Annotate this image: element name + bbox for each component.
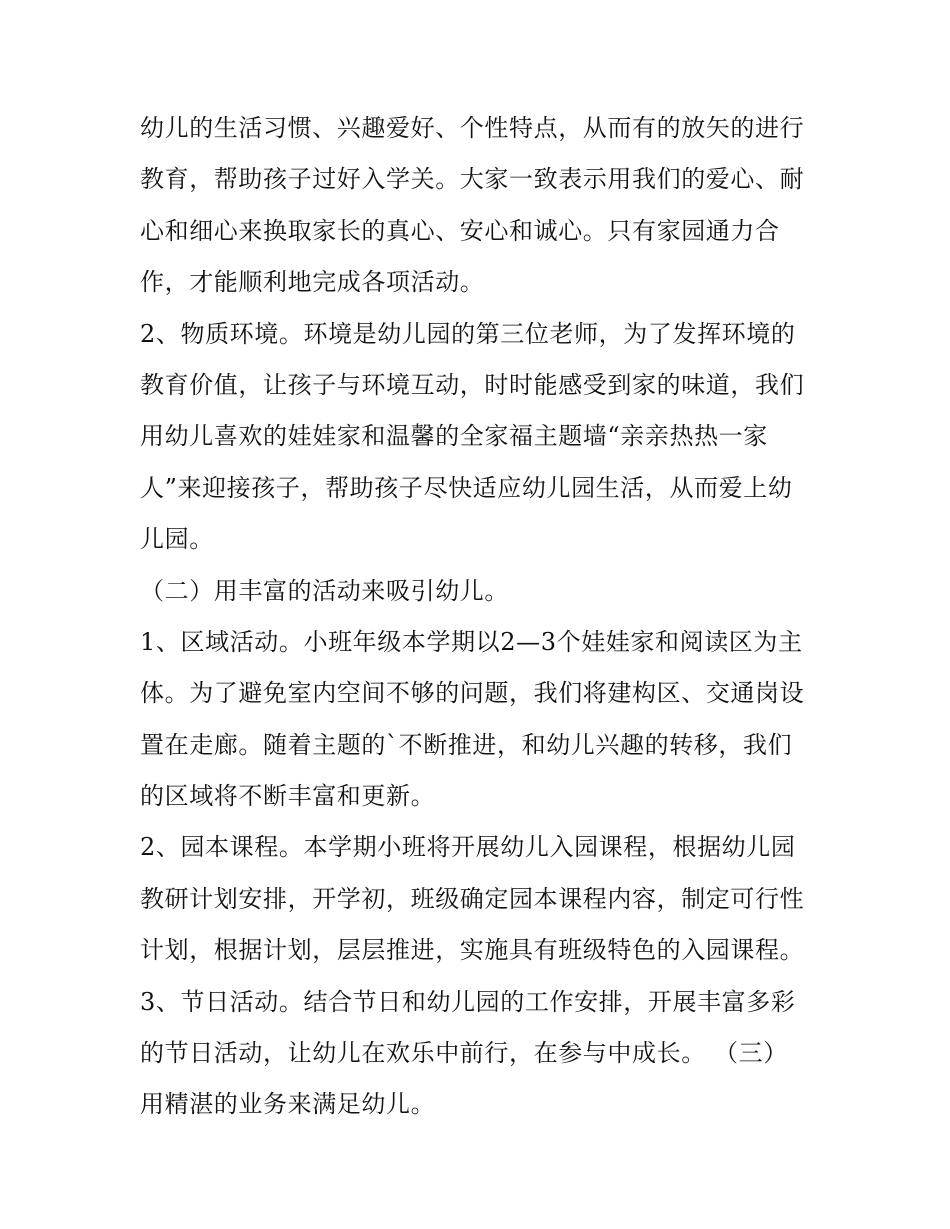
text-line: 教育，帮助孩子过好入学关。大家一致表示用我们的爱心、耐 <box>140 165 805 194</box>
text-line: 2、物质环境。环境是幼儿园的第三位老师，为了发挥环境的 <box>140 319 796 348</box>
text-line: 的节日活动，让幼儿在欢乐中前行，在参与中成长。 （三） <box>140 1039 788 1068</box>
text-line: 计划，根据计划，层层推进，实施具有班级特色的入园课程。 <box>140 936 805 965</box>
text-line: 体。为了避免室内空间不够的问题，我们将建构区、交通岗设 <box>140 679 805 708</box>
text-line: 儿园。 <box>140 525 214 554</box>
text-line: 用精湛的业务来满足幼儿。 <box>140 1090 436 1119</box>
text-line: 3、节日活动。结合节日和幼儿园的工作安排，开展丰富多彩 <box>140 987 796 1016</box>
text-line: 置在走廊。随着主题的`不断推进，和幼儿兴趣的转移，我们 <box>140 730 793 759</box>
text-line: 教育价值，让孩子与环境互动，时时能感受到家的味道，我们 <box>140 370 805 399</box>
text-line: 用幼儿喜欢的娃娃家和温馨的全家福主题墙“亲亲热热一家 <box>140 422 768 451</box>
text-line: 2、园本课程。本学期小班将开展幼儿入园课程，根据幼儿园 <box>140 833 796 862</box>
text-line: 作，才能顺利地完成各项活动。 <box>140 268 485 297</box>
text-line: 人”来迎接孩子，帮助孩子尽快适应幼儿园生活，从而爱上幼 <box>140 473 793 502</box>
text-line: 1、区域活动。小班年级本学期以2—3个娃娃家和阅读区为主 <box>140 627 803 656</box>
document-body <box>140 103 820 1131</box>
text-line: 教研计划安排，开学初，班级确定园本课程内容，制定可行性 <box>140 884 805 913</box>
text-line: 心和细心来换取家长的真心、安心和诚心。只有家园通力合 <box>140 216 780 245</box>
text-line: 幼儿的生活习惯、兴趣爱好、个性特点，从而有的放矢的进行 <box>140 114 805 142</box>
text-line: 的区域将不断丰富和更新。 <box>140 782 436 811</box>
section-heading: （二）用丰富的活动来吸引幼儿。 <box>140 576 509 605</box>
